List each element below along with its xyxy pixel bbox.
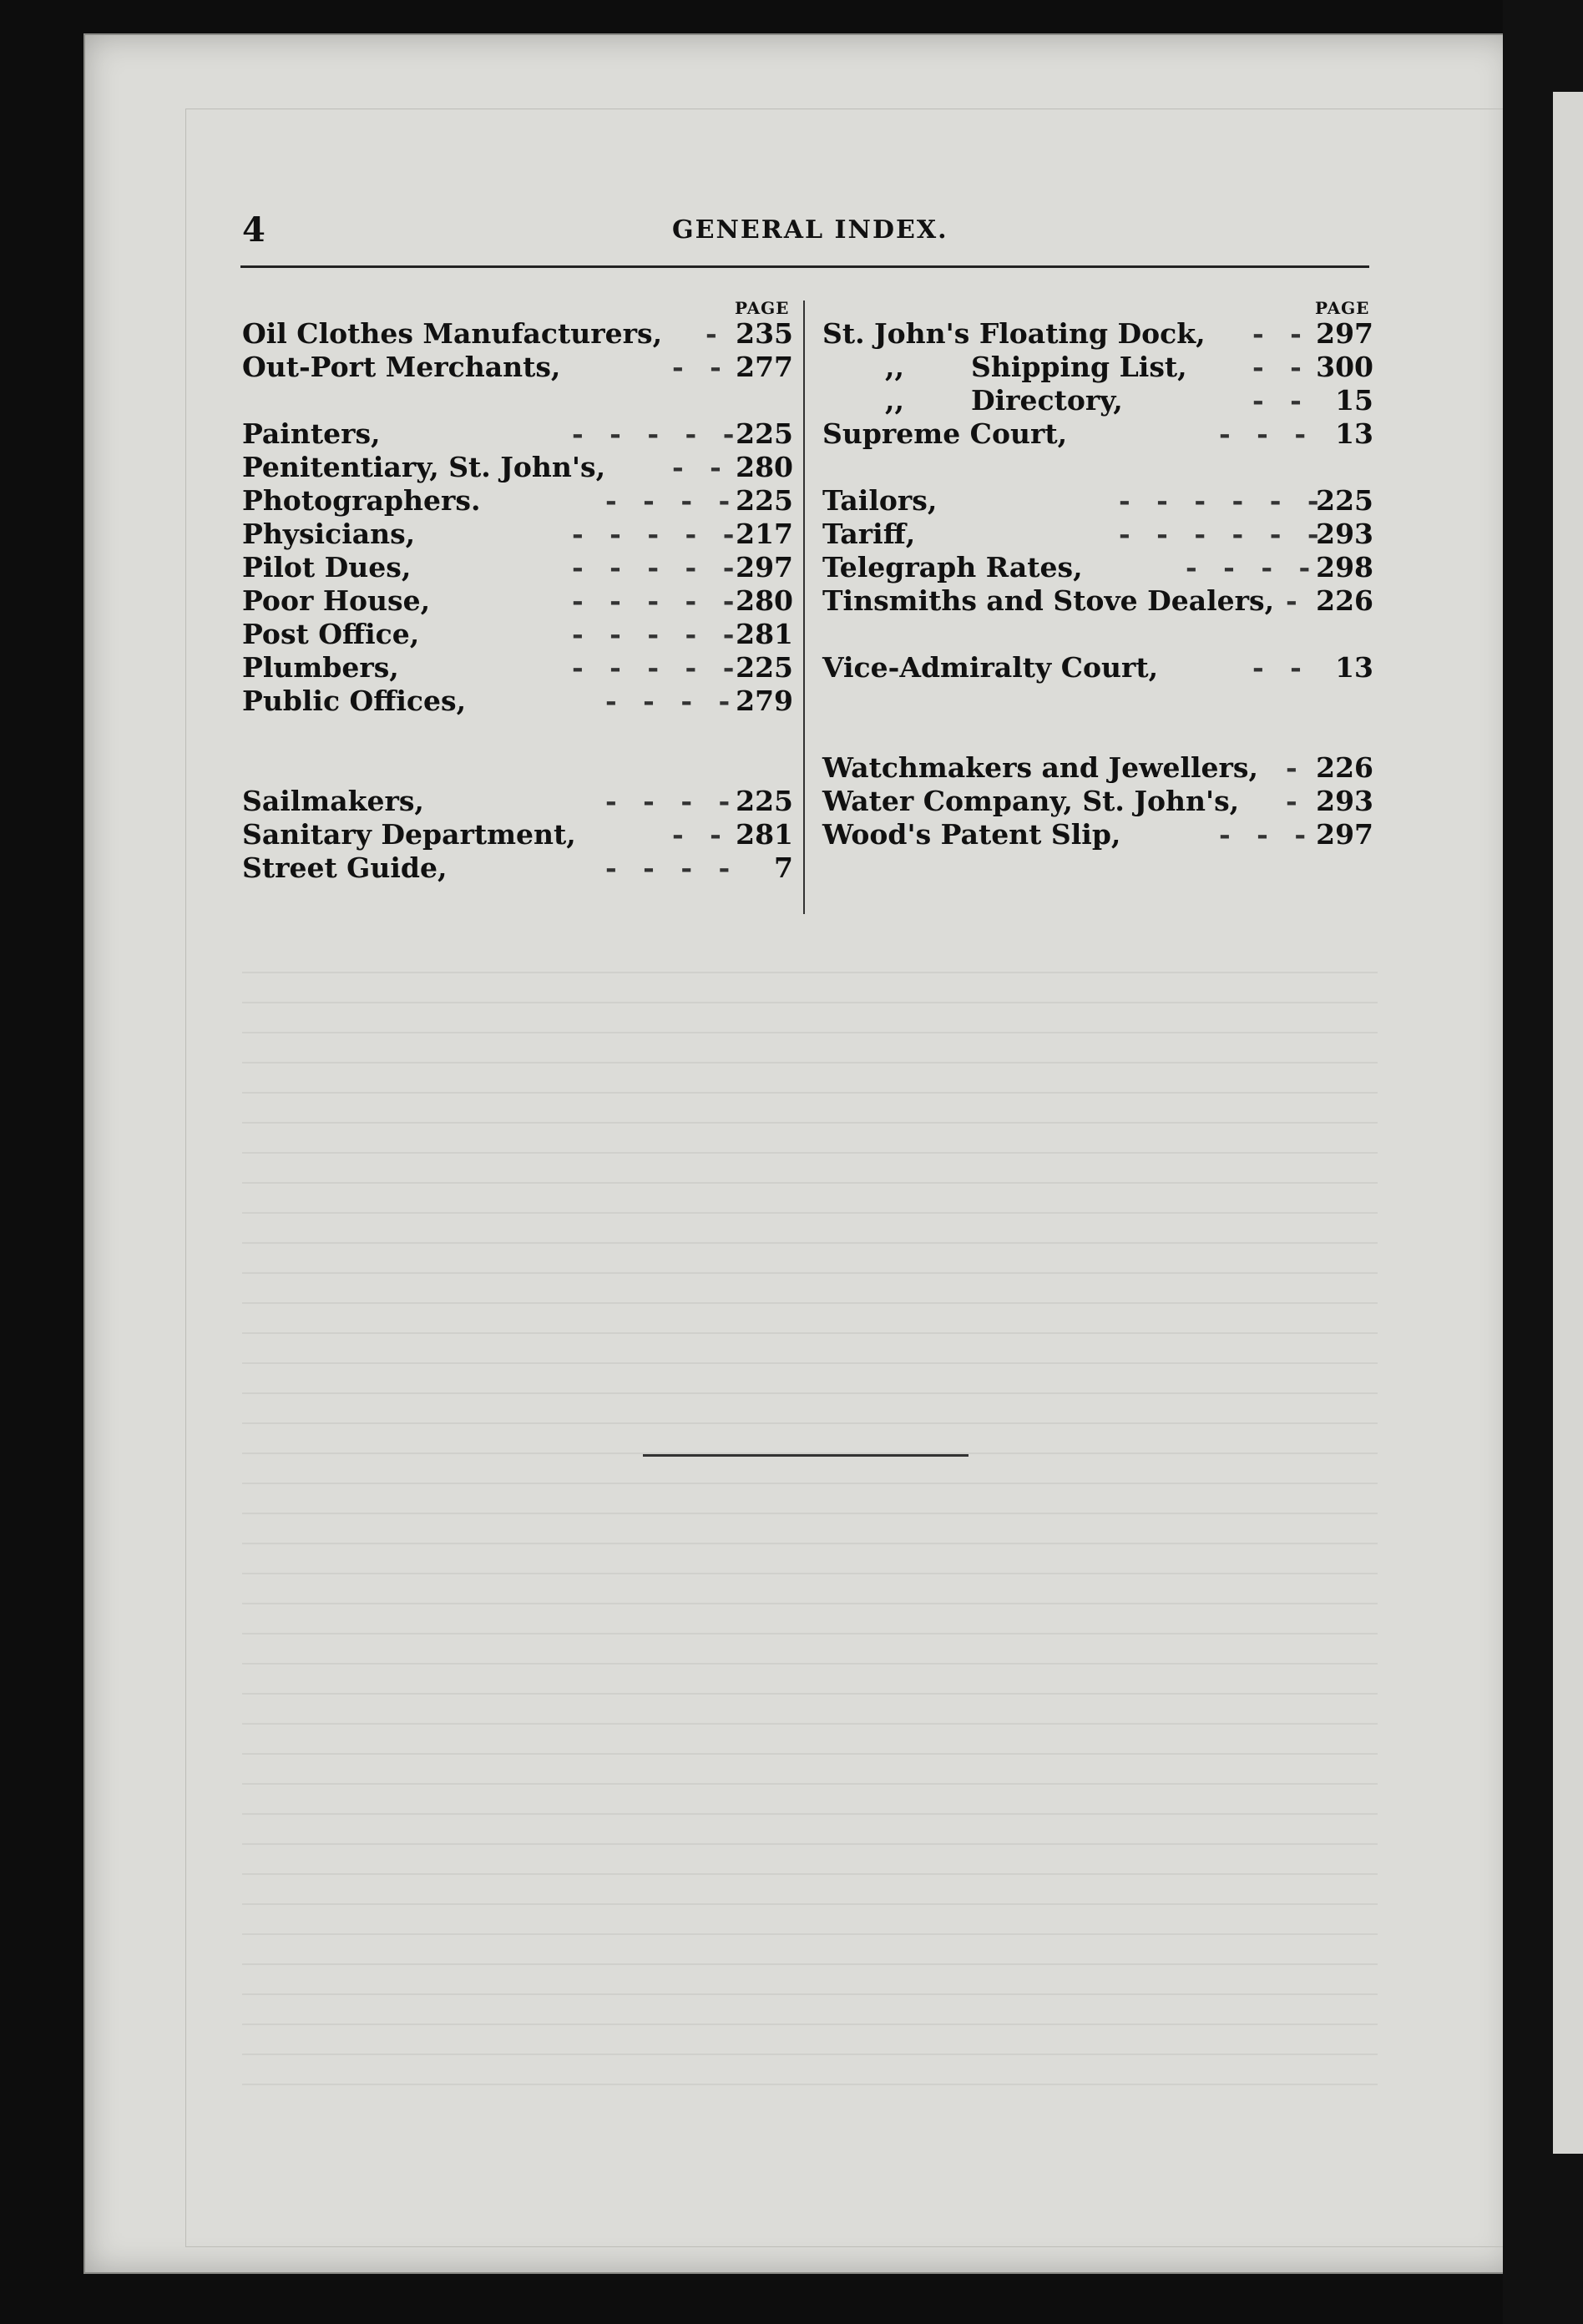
leader-dashes: - - - - - -	[1119, 484, 1328, 517]
index-entry	[822, 518, 1373, 551]
entry-label: St. John's Floating Dock,	[822, 317, 1206, 350]
entry-label: Tailors,	[822, 484, 938, 517]
entry-page-number: 15	[1335, 384, 1373, 417]
index-entry	[822, 618, 1373, 651]
index-entry	[822, 451, 1373, 484]
entry-page-number: 7	[774, 851, 793, 884]
index-entry	[822, 751, 1373, 785]
leader-dashes: - -	[1252, 351, 1310, 383]
entry-page-number: 293	[1316, 785, 1373, 817]
entry-label: Telegraph Rates,	[822, 551, 1083, 584]
entry-page-number: 281	[736, 618, 793, 650]
entry-label: Penitentiary, St. John's,	[242, 451, 606, 483]
index-entry	[822, 818, 1373, 851]
index-entry	[242, 618, 793, 651]
index-entry	[242, 317, 793, 351]
leader-dashes: - -	[1252, 384, 1310, 417]
entry-page-number: 297	[1316, 317, 1373, 350]
leader-dashes: - - - -	[1186, 551, 1319, 584]
leader-dashes: - - - - -	[572, 618, 743, 650]
leader-dashes: - - - - -	[572, 551, 743, 584]
entry-label: Supreme Court,	[822, 417, 1068, 450]
index-entry	[242, 718, 793, 751]
leader-dashes: - - - -	[605, 851, 739, 884]
entry-label: Water Company, St. John's,	[822, 785, 1240, 817]
leader-dashes: -	[1286, 584, 1306, 617]
index-entry	[242, 384, 793, 417]
entry-label: Painters,	[242, 417, 381, 450]
leader-dashes: -	[1286, 785, 1306, 817]
index-entry	[242, 351, 793, 384]
index-entry	[242, 785, 793, 818]
index-entry	[242, 551, 793, 584]
index-entry	[822, 584, 1373, 618]
index-entry	[822, 384, 1373, 417]
entry-page-number: 300	[1316, 351, 1373, 383]
entry-page-number: 225	[1316, 484, 1373, 517]
entry-label: Vice-Admiralty Court,	[822, 651, 1159, 684]
leader-dashes: - - - -	[605, 484, 739, 517]
leader-dashes: -	[706, 317, 726, 350]
index-entry	[242, 451, 793, 484]
entry-page-number: 225	[736, 785, 793, 817]
entry-page-number: 297	[736, 551, 793, 584]
index-entry	[822, 484, 1373, 518]
leader-dashes: - - - -	[605, 685, 739, 717]
entry-label: Street Guide,	[242, 851, 448, 884]
entry-page-number: 277	[736, 351, 793, 383]
adjacent-page-edge	[1503, 0, 1583, 2324]
entry-page-number: 281	[736, 818, 793, 851]
left-page-column-label: PAGE	[735, 298, 790, 318]
index-entry	[242, 417, 793, 451]
entry-page-number: 217	[736, 518, 793, 550]
leader-dashes: - - - - - -	[1119, 518, 1328, 550]
entry-label: Poor House,	[242, 584, 431, 617]
entry-label: Shipping List,	[971, 351, 1187, 383]
entry-label: Pilot Dues,	[242, 551, 412, 584]
index-entry	[822, 651, 1373, 685]
entry-page-number: 293	[1316, 518, 1373, 550]
entry-label: Directory,	[971, 384, 1123, 417]
page-number: 4	[242, 210, 266, 250]
leader-dashes: -	[1286, 751, 1306, 784]
leader-dashes: - - -	[1219, 417, 1315, 450]
entry-page-number: 298	[1316, 551, 1373, 584]
index-entry	[822, 785, 1373, 818]
index-entry	[242, 685, 793, 718]
entry-page-number: 226	[1316, 584, 1373, 617]
leader-dashes: - -	[1252, 651, 1310, 684]
ditto-mark: ,,	[885, 351, 904, 383]
entry-label: Sailmakers,	[242, 785, 424, 817]
index-entry	[242, 651, 793, 685]
column-divider	[803, 301, 805, 914]
entry-label: Sanitary Department,	[242, 818, 576, 851]
index-entry	[242, 751, 793, 785]
entry-page-number: 13	[1335, 651, 1373, 684]
entry-label: Tinsmiths and Stove Dealers,	[822, 584, 1275, 617]
leader-dashes: - -	[1252, 317, 1310, 350]
index-entry	[242, 851, 793, 885]
entry-label: Plumbers,	[242, 651, 399, 684]
index-entry	[242, 818, 793, 851]
bleed-through-text	[242, 943, 1378, 2095]
entry-page-number: 279	[736, 685, 793, 717]
leader-dashes: - - - - -	[572, 584, 743, 617]
index-entry	[822, 317, 1373, 351]
index-entry	[242, 584, 793, 618]
entry-page-number: 225	[736, 484, 793, 517]
leader-dashes: - -	[672, 451, 730, 483]
index-entry	[822, 417, 1373, 451]
entry-label: Public Offices,	[242, 685, 467, 717]
entry-label: Out-Port Merchants,	[242, 351, 561, 383]
entry-label: Tariff,	[822, 518, 916, 550]
leader-dashes: - -	[672, 351, 730, 383]
index-entry	[242, 484, 793, 518]
entry-page-number: 235	[736, 317, 793, 350]
leader-dashes: - - - - -	[572, 518, 743, 550]
right-page-column-label: PAGE	[1315, 298, 1370, 318]
entry-page-number: 280	[736, 584, 793, 617]
leader-dashes: - - -	[1219, 818, 1315, 851]
leader-dashes: - -	[672, 818, 730, 851]
index-entry	[822, 551, 1373, 584]
entry-label: Watchmakers and Jewellers,	[822, 751, 1258, 784]
entry-page-number: 297	[1316, 818, 1373, 851]
index-entry	[822, 685, 1373, 718]
header-rule	[240, 265, 1369, 268]
entry-page-number: 225	[736, 651, 793, 684]
index-entry	[822, 718, 1373, 751]
leader-dashes: - - - -	[605, 785, 739, 817]
index-entry	[822, 351, 1373, 384]
entry-label: Post Office,	[242, 618, 420, 650]
entry-page-number: 226	[1316, 751, 1373, 784]
entry-page-number: 280	[736, 451, 793, 483]
leader-dashes: - - - - -	[572, 417, 743, 450]
entry-page-number: 225	[736, 417, 793, 450]
entry-label: Oil Clothes Manufacturers,	[242, 317, 663, 350]
section-end-rule	[643, 1454, 969, 1457]
page-title: GENERAL INDEX.	[672, 215, 948, 245]
entry-page-number: 13	[1335, 417, 1373, 450]
leader-dashes: - - - - -	[572, 651, 743, 684]
entry-label: Wood's Patent Slip,	[822, 818, 1121, 851]
ditto-mark: ,,	[885, 384, 904, 417]
entry-label: Photographers.	[242, 484, 481, 517]
index-entry	[242, 518, 793, 551]
entry-label: Physicians,	[242, 518, 416, 550]
page-header	[242, 210, 1369, 252]
